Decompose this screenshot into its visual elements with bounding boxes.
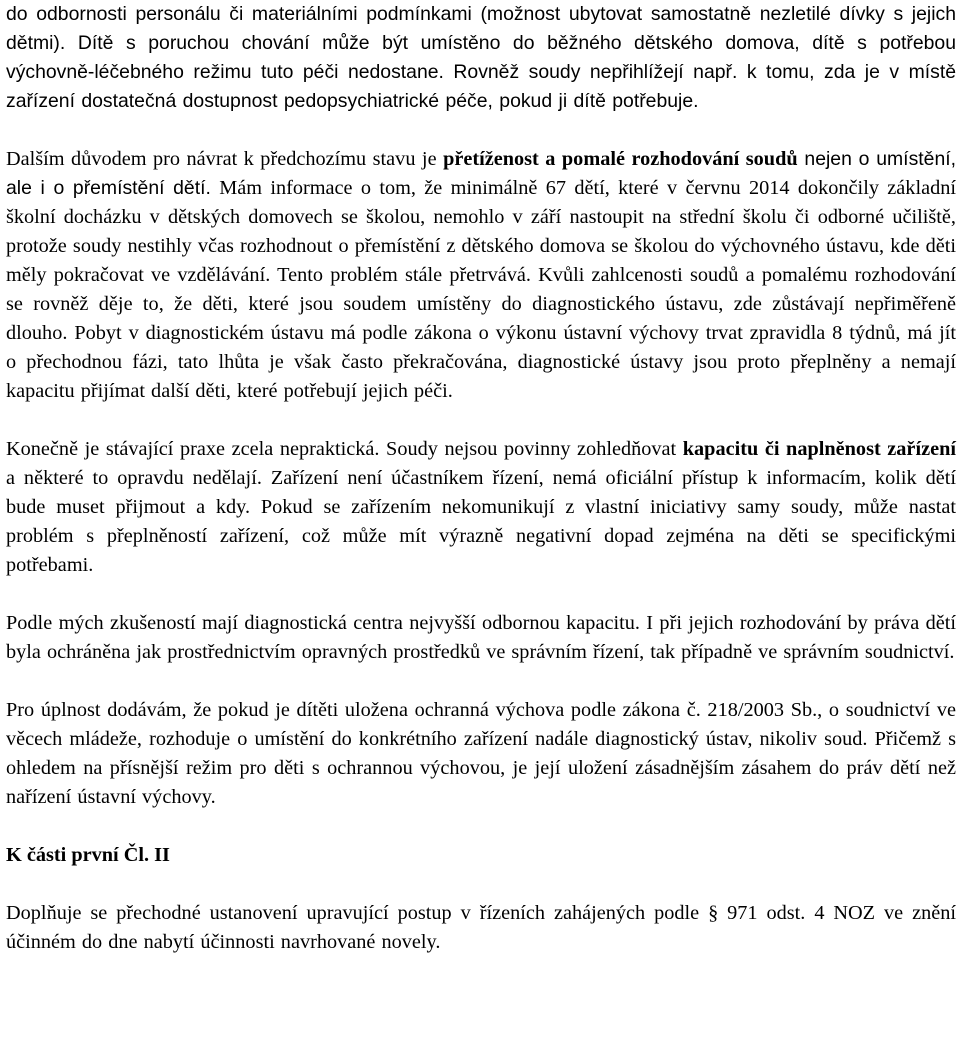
text-run: do odbornosti personálu či materiálními podmínkami (možnost ubytovat samostatně nezletilé dívky s jejich dětmi).: [6, 3, 956, 54]
emphasis-court-overload: přetíženost a pomalé rozhodování soudů: [443, 148, 798, 170]
text-run: nejen o umístění, ale i o přemístění dětí.: [6, 148, 956, 199]
text-run: Dalším důvodem pro návrat k předchozímu stavu je: [6, 148, 444, 170]
section-heading: K části první Čl. II: [6, 844, 170, 866]
paragraph-impractical-practice: [6, 435, 956, 580]
emphasis-capacity: kapacitu či naplněnost zařízení: [682, 438, 956, 460]
paragraph-facility-conditions: [6, 0, 956, 116]
text-run: a některé to opravdu nedělají. Zařízení není účastníkem řízení, nemá oficiální přístup k informacím, kolik dětí bude muset přijmout a kdy. Pokud se zařízením nekomunikují z vlastní iniciativy samy soudy, může nastat problém s přeplněností zařízení, což může mít výrazně negativní dopad zejména na děti se specifickými potřebami.: [6, 467, 956, 576]
text-run: Konečně je stávající praxe zcela nepraktická. Soudy nejsou povinny zohledňovat: [6, 438, 683, 460]
paragraph-transitional-provision: Doplňuje se přechodné ustanovení upravující postup v řízeních zahájených podle § 971 odst. 4 NOZ ve znění účinném do dne nabytí účinnosti navrhované novely.: [6, 902, 956, 953]
paragraph-diagnostic-centers: Podle mých zkušeností mají diagnostická centra nejvyšší odbornou kapacitu. I při jejich rozhodování by práva dětí byla ochráněna jak prostřednictvím opravných prostředků ve správním řízení, tak případně ve správním soudnictví.: [6, 612, 956, 663]
text-run: Mám informace o tom, že minimálně 67 dětí, které v červnu 2014 dokončily základní školní docházku v dětských domovech se školou, nemohlo v září nastoupit na střední školu či odborné učiliště, protože soudy nestihly včas rozhodnout o přemístění z dětského domova se školou do výchovného ústavu, kde děti měly pokračovat ve vzdělávání. Tento problém stále přetrvává. Kvůli zahlcenosti soudů a pomalému rozhodování se rovněž děje to, že děti, které jsou soudem umístěny do diagnostického ústavu, zde zůstávají nepřiměřeně dlouho. Pobyt v diagnostickém ústavu má podle zákona o výkonu ústavní výchovy trvat zpravidla 8 týdnů, má jít o přechodnou fázi, tato lhůta je však často překračována, diagnostické ústavy jsou proto přeplněny a nemají kapacitu přijímat další děti, které potřebují jejich péči.: [6, 177, 956, 402]
paragraph-court-overload: [6, 145, 956, 406]
text-run: Dítě s poruchou chování může být umístěno do běžného dětského domova, dítě s potřebou výchovně-léčebného režimu tuto péči nedostane. Rovněž soudy nepřihlížejí např. k tomu, zda je v místě zařízení dostatečná dostupnost pedopsychiatrické péče, pokud ji dítě potřebuje.: [6, 32, 957, 112]
paragraph-protective-education: Pro úplnost dodávám, že pokud je dítěti uložena ochranná výchova podle zákona č. 218/2003 Sb., o soudnictví ve věcech mládeže, rozhoduje o umístění do konkrétního zařízení nadále diagnostický ústav, nikoliv soud. Přičemž s ohledem na přísnější režim pro děti s ochrannou výchovou, je její uložení zásadnějším zásahem do práv dětí než nařízení ústavní výchovy.: [6, 699, 956, 808]
